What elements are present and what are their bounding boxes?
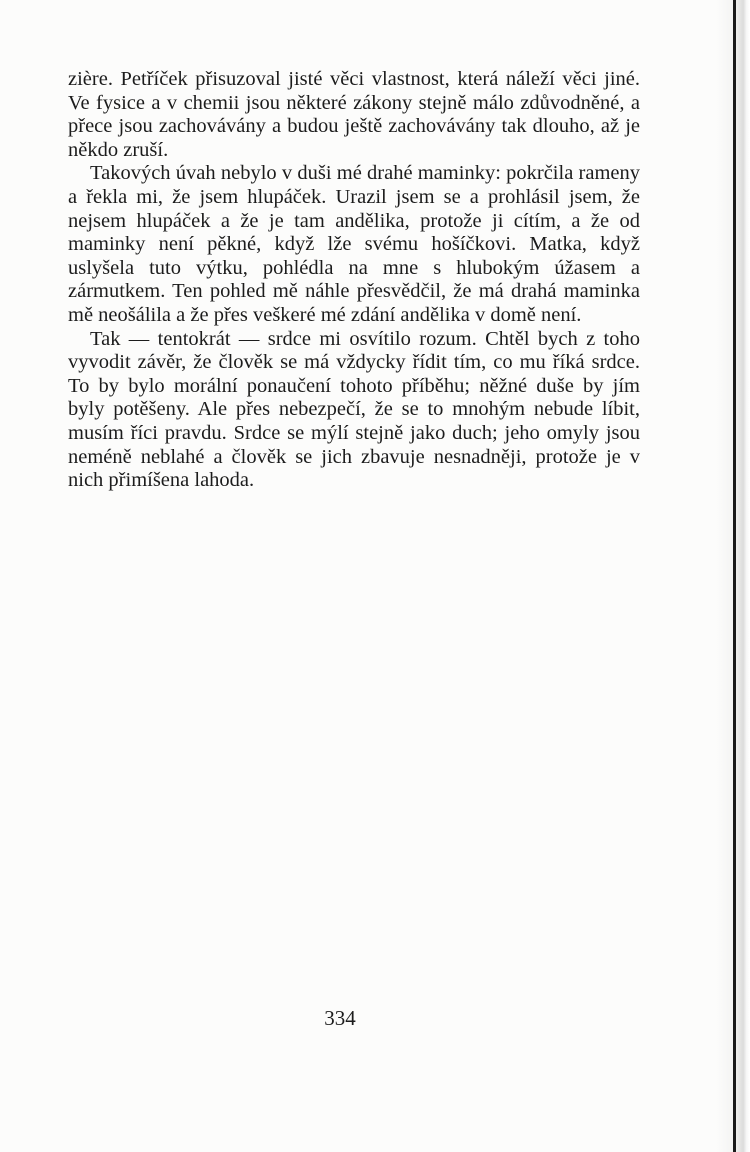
- page-number: 334: [324, 1006, 356, 1030]
- paragraph-3: Tak — tentokrát — srdce mi osvítilo rozum. Chtěl bych z toho vyvodit závěr, že člověk se má vždycky řídit tím, co mu říká srdce. To by bylo morální ponaučení tohoto příběhu; něžné duše by jím byly potěšeny. Ale přes nebezpečí, že se to mnohým nebude líbit, musím říci pravdu. Srdce se mýlí stejně jako duch; jeho omyly jsou neméně neblahé a člověk se jich zbavuje nesnadněji, protože je v nich přimíšena lahoda.: [68, 327, 640, 492]
- page-edge-line: [733, 0, 736, 1152]
- body-text: [68, 68, 640, 493]
- paragraph-1: zière. Petříček přisuzoval jisté věci vlastnost, která náleží věci jiné. Ve fysice a v chemii jsou některé zákony stejně málo zdůvodněné, a přece jsou zachovávány a budou ještě zachovávány tak dlouho, až je někdo zruší.: [68, 68, 640, 161]
- paragraph-2: Takových úvah nebylo v duši mé drahé maminky: pokrčila rameny a řekla mi, že jsem hlupáček. Urazil jsem se a prohlásil jsem, že nejsem hlupáček a že je tam andělika, protože ji cítím, a že od maminky není pěkné, když lže svému hošíčkovi. Matka, když uslyšela tuto výtku, pohlédla na mne s hlubokým úžasem a zármutkem. Ten pohled mě náhle přesvědčil, že má drahá maminka mě neošálila a že přes veškeré mé zdání andělika v domě není.: [68, 162, 640, 326]
